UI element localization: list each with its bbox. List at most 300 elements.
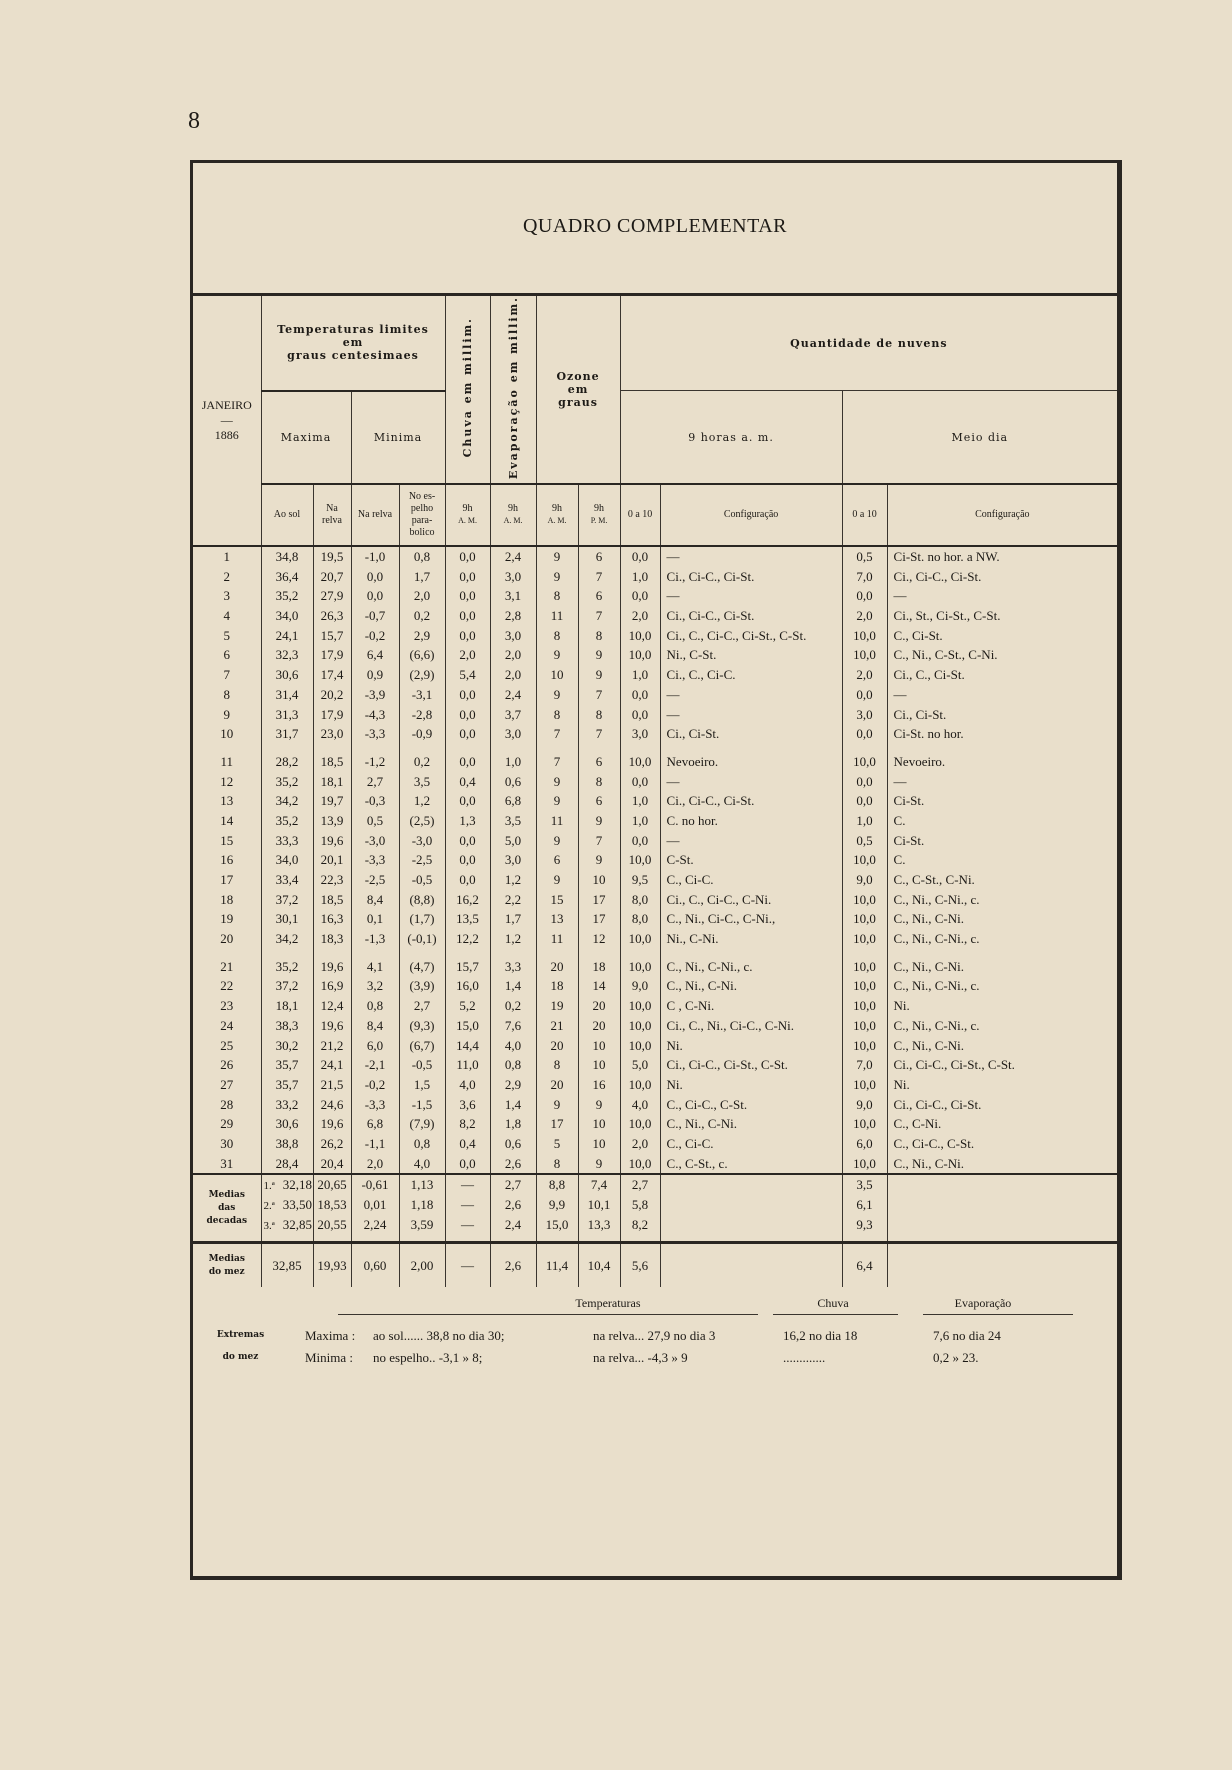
cell-evap: 2,0 bbox=[490, 665, 536, 685]
spacer-cell bbox=[578, 744, 620, 752]
minima-header: Minima bbox=[351, 391, 445, 484]
temp-group-line3: graus centesimaes bbox=[287, 349, 419, 363]
ozone-pm-header: 9h P. M. bbox=[578, 484, 620, 546]
ext-min-chuva: ............. bbox=[783, 1350, 826, 1365]
cell-min-relva: -0,2 bbox=[351, 626, 399, 646]
decada-relva: 20,55 bbox=[313, 1215, 351, 1235]
data-table bbox=[193, 296, 1117, 1287]
cell-nm: 10,0 bbox=[842, 1075, 887, 1095]
cell-oz-pm: 17 bbox=[578, 910, 620, 930]
ext-label-1: Extremas bbox=[216, 1330, 265, 1340]
evap-label: Evaporação em millim. bbox=[506, 296, 520, 480]
espelho-header: No es- pelho para- bolico bbox=[399, 484, 445, 546]
cell-espelho: (-0,1) bbox=[399, 929, 445, 949]
cell-relva: 17,9 bbox=[313, 705, 351, 725]
cell-nm: 10,0 bbox=[842, 1114, 887, 1134]
empty-cell bbox=[660, 1174, 842, 1195]
day-cell: 29 bbox=[193, 1114, 261, 1134]
cell-evap: 1,4 bbox=[490, 1095, 536, 1115]
cell-oz-am: 7 bbox=[536, 724, 578, 744]
cell-sol: 18,1 bbox=[261, 996, 313, 1016]
decada-nm: 9,3 bbox=[842, 1215, 887, 1235]
cell-c9: Ci., C., Ci-C., Ci-St., C-St. bbox=[660, 626, 842, 646]
cell-relva: 23,0 bbox=[313, 724, 351, 744]
cell-chuva: 0,0 bbox=[445, 626, 490, 646]
decada-row bbox=[193, 1215, 1117, 1235]
cell-espelho: (9,3) bbox=[399, 1016, 445, 1036]
cell-sol: 37,2 bbox=[261, 890, 313, 910]
cell-min-relva: 6,0 bbox=[351, 1036, 399, 1056]
decada-evap: 2,7 bbox=[490, 1174, 536, 1195]
spacer-cell bbox=[193, 949, 261, 957]
cell-evap: 2,9 bbox=[490, 1075, 536, 1095]
cell-oz-am: 8 bbox=[536, 1055, 578, 1075]
table-row bbox=[193, 1016, 1117, 1036]
decada-row bbox=[193, 1195, 1117, 1215]
cell-oz-am: 11 bbox=[536, 811, 578, 831]
cell-oz-am: 9 bbox=[536, 791, 578, 811]
cell-relva: 19,6 bbox=[313, 1114, 351, 1134]
cell-oz-pm: 7 bbox=[578, 606, 620, 626]
decada-n9: 2,7 bbox=[620, 1174, 660, 1195]
cell-chuva: 13,5 bbox=[445, 910, 490, 930]
ext-max-relva: na relva... 27,9 no dia 3 bbox=[593, 1328, 716, 1343]
cell-espelho: 0,8 bbox=[399, 1134, 445, 1154]
cell-cm: C., C-Ni. bbox=[893, 1116, 942, 1132]
cell-n9: 10,0 bbox=[620, 850, 660, 870]
cell-evap: 3,0 bbox=[490, 567, 536, 587]
cell-oz-am: 21 bbox=[536, 1016, 578, 1036]
ext-head-chuva: Chuva bbox=[817, 1296, 849, 1310]
cell-c9: — bbox=[660, 685, 842, 705]
cell-sol: 34,0 bbox=[261, 850, 313, 870]
decada-min-relva: -0,61 bbox=[351, 1174, 399, 1195]
spacer-cell bbox=[490, 949, 536, 957]
chuva-label: Chuva em millim. bbox=[461, 317, 475, 458]
cell-cm: Nevoeiro. bbox=[893, 753, 946, 769]
cell-nm: 0,5 bbox=[842, 546, 887, 567]
cell-n9: 10,0 bbox=[620, 996, 660, 1016]
ozone-am-header: 9h A. M. bbox=[536, 484, 578, 546]
cell-evap: 2,6 bbox=[490, 1154, 536, 1175]
decada-n9: 8,2 bbox=[620, 1215, 660, 1235]
cell-sol: 35,7 bbox=[261, 1075, 313, 1095]
cell-oz-am: 13 bbox=[536, 910, 578, 930]
cell-espelho: 0,2 bbox=[399, 752, 445, 772]
table-row bbox=[193, 665, 1117, 685]
cell-c9: — bbox=[660, 546, 842, 567]
day-cell: 13 bbox=[193, 791, 261, 811]
cell-oz-am: 8 bbox=[536, 1154, 578, 1175]
chuva-hour-header: 9h A. M. bbox=[445, 484, 490, 546]
cell-nm: 7,0 bbox=[842, 1055, 887, 1075]
cell-c9: — bbox=[660, 705, 842, 725]
cell-relva: 26,2 bbox=[313, 1134, 351, 1154]
day-cell: 3 bbox=[193, 587, 261, 607]
cell-relva: 27,9 bbox=[313, 587, 351, 607]
cell-n9: 8,0 bbox=[620, 890, 660, 910]
day-cell: 21 bbox=[193, 957, 261, 977]
cell-cm: Ci., Ci-C., Ci-St., C-St. bbox=[893, 1057, 1015, 1073]
cell-oz-pm: 6 bbox=[578, 587, 620, 607]
cell-min-relva: 0,1 bbox=[351, 910, 399, 930]
cell-chuva: 0,0 bbox=[445, 724, 490, 744]
cell-nm: 10,0 bbox=[842, 752, 887, 772]
table-row bbox=[193, 606, 1117, 626]
mez-oz-am: 11,4 bbox=[536, 1253, 578, 1279]
day-cell: 20 bbox=[193, 929, 261, 949]
decada-oz-am: 15,0 bbox=[536, 1215, 578, 1235]
cell-cm: Ci-St. no hor. a NW. bbox=[893, 549, 1000, 565]
day-cell: 4 bbox=[193, 606, 261, 626]
cell-n9: 2,0 bbox=[620, 606, 660, 626]
cell-min-relva: -3,3 bbox=[351, 1095, 399, 1115]
cell-oz-pm: 20 bbox=[578, 996, 620, 1016]
day-cell: 1 bbox=[193, 546, 261, 567]
cell-chuva: 0,0 bbox=[445, 791, 490, 811]
table-row bbox=[193, 791, 1117, 811]
cell-oz-pm: 7 bbox=[578, 831, 620, 851]
config-md-header: Configuração bbox=[887, 484, 1117, 546]
decada-n9: 5,8 bbox=[620, 1195, 660, 1215]
cell-evap: 0,6 bbox=[490, 1134, 536, 1154]
cell-oz-am: 8 bbox=[536, 626, 578, 646]
month-dash: — bbox=[220, 413, 233, 428]
cell-cm: C., Ci-C., C-St. bbox=[893, 1135, 975, 1151]
empty-cell bbox=[887, 1215, 1117, 1235]
cell-espelho: -3,0 bbox=[399, 831, 445, 851]
empty-cell bbox=[887, 1174, 1117, 1195]
cell-chuva: 12,2 bbox=[445, 929, 490, 949]
cell-oz-pm: 7 bbox=[578, 685, 620, 705]
spacer-cell bbox=[660, 744, 842, 752]
cell-evap: 3,0 bbox=[490, 724, 536, 744]
day-cell: 11 bbox=[193, 752, 261, 772]
cell-espelho: (6,7) bbox=[399, 1036, 445, 1056]
cell-oz-am: 17 bbox=[536, 1114, 578, 1134]
cell-n9: 10,0 bbox=[620, 1114, 660, 1134]
cell-oz-am: 9 bbox=[536, 772, 578, 792]
day-cell: 19 bbox=[193, 910, 261, 930]
decada-espelho: 3,59 bbox=[399, 1215, 445, 1235]
day-cell: 5 bbox=[193, 626, 261, 646]
cell-c9: Ni., C-Ni. bbox=[660, 929, 842, 949]
cell-evap: 0,8 bbox=[490, 1055, 536, 1075]
cell-cm: C., Ni., C-Ni., c. bbox=[893, 891, 980, 907]
table-row bbox=[193, 870, 1117, 890]
cell-min-relva: -4,3 bbox=[351, 705, 399, 725]
cell-c9: Ni. bbox=[660, 1075, 842, 1095]
cell-sol: 38,3 bbox=[261, 1016, 313, 1036]
cell-oz-am: 9 bbox=[536, 546, 578, 567]
cell-sol: 28,2 bbox=[261, 752, 313, 772]
na-relva-header: Na relva bbox=[313, 484, 351, 546]
cell-cm: C., Ni., C-Ni., c. bbox=[893, 931, 980, 947]
mez-label: Medias do mez bbox=[193, 1253, 261, 1279]
decada-sol: 33,50 bbox=[282, 1197, 313, 1213]
cell-evap: 2,2 bbox=[490, 890, 536, 910]
cell-sol: 28,4 bbox=[261, 1154, 313, 1175]
cell-n9: 8,0 bbox=[620, 910, 660, 930]
cell-espelho: 0,2 bbox=[399, 606, 445, 626]
cell-oz-pm: 7 bbox=[578, 567, 620, 587]
cell-c9: C., Ni., C-Ni. bbox=[660, 1114, 842, 1134]
cell-oz-pm: 18 bbox=[578, 957, 620, 977]
cell-espelho: -0,5 bbox=[399, 870, 445, 890]
ext-rule-chuva bbox=[773, 1314, 898, 1315]
cell-sol: 35,2 bbox=[261, 957, 313, 977]
empty-cell bbox=[660, 1195, 842, 1215]
cell-n9: 1,0 bbox=[620, 567, 660, 587]
spacer-cell bbox=[261, 949, 313, 957]
cell-espelho: -2,8 bbox=[399, 705, 445, 725]
cell-oz-am: 11 bbox=[536, 929, 578, 949]
table-row bbox=[193, 1075, 1117, 1095]
cell-evap: 3,1 bbox=[490, 587, 536, 607]
cell-espelho: 1,5 bbox=[399, 1075, 445, 1095]
table-row bbox=[193, 1154, 1117, 1175]
cell-cm: C., Ni., C-Ni., c. bbox=[893, 978, 980, 994]
cell-nm: 10,0 bbox=[842, 929, 887, 949]
cell-oz-am: 11 bbox=[536, 606, 578, 626]
day-cell: 17 bbox=[193, 870, 261, 890]
decada-nm: 6,1 bbox=[842, 1195, 887, 1215]
cell-oz-am: 15 bbox=[536, 890, 578, 910]
cell-oz-pm: 8 bbox=[578, 705, 620, 725]
cell-oz-pm: 20 bbox=[578, 1016, 620, 1036]
ext-label-2: do mez bbox=[222, 1352, 259, 1362]
table-row bbox=[193, 811, 1117, 831]
cell-espelho: (2,9) bbox=[399, 665, 445, 685]
ext-rule-temp bbox=[338, 1314, 758, 1315]
spacer-cell bbox=[578, 949, 620, 957]
cell-sol: 30,6 bbox=[261, 665, 313, 685]
cell-min-relva: -2,5 bbox=[351, 870, 399, 890]
cell-n9: 0,0 bbox=[620, 705, 660, 725]
cell-chuva: 0,0 bbox=[445, 546, 490, 567]
cell-c9: C., Ni., C-Ni., c. bbox=[660, 957, 842, 977]
cell-relva: 24,6 bbox=[313, 1095, 351, 1115]
cell-n9: 1,0 bbox=[620, 665, 660, 685]
cell-espelho: (1,7) bbox=[399, 910, 445, 930]
cell-nm: 9,0 bbox=[842, 1095, 887, 1115]
cell-min-relva: 0,5 bbox=[351, 811, 399, 831]
spacer-cell bbox=[351, 744, 399, 752]
cell-evap: 1,8 bbox=[490, 1114, 536, 1134]
cell-c9: C. no hor. bbox=[660, 811, 842, 831]
cell-n9: 4,0 bbox=[620, 1095, 660, 1115]
cell-c9: Ci., Ci-C., Ci-St., C-St. bbox=[660, 1055, 842, 1075]
cell-cm: Ci., Ci-C., Ci-St. bbox=[893, 1096, 982, 1112]
escala-9h-header: 0 a 10 bbox=[620, 484, 660, 546]
table-frame bbox=[190, 160, 1122, 1580]
cell-espelho: (2,5) bbox=[399, 811, 445, 831]
table-row bbox=[193, 1134, 1117, 1154]
table-row bbox=[193, 910, 1117, 930]
cell-cm: Ci., C., Ci-St. bbox=[893, 667, 965, 683]
cell-oz-pm: 17 bbox=[578, 890, 620, 910]
cell-oz-pm: 6 bbox=[578, 752, 620, 772]
cell-min-relva: 0,9 bbox=[351, 665, 399, 685]
cell-c9: Ci., Ci-C., Ci-St. bbox=[660, 791, 842, 811]
year-label: 1886 bbox=[214, 428, 239, 443]
cell-sol: 33,4 bbox=[261, 870, 313, 890]
decada-evap: 2,4 bbox=[490, 1215, 536, 1235]
cell-sol: 32,3 bbox=[261, 646, 313, 666]
cell-cm: C., Ni., C-Ni. bbox=[893, 1037, 964, 1053]
cell-evap: 0,2 bbox=[490, 996, 536, 1016]
cell-evap: 5,0 bbox=[490, 831, 536, 851]
cell-nm: 10,0 bbox=[842, 1016, 887, 1036]
cell-relva: 24,1 bbox=[313, 1055, 351, 1075]
ozone-header bbox=[536, 296, 620, 484]
mez-n9: 5,6 bbox=[620, 1253, 660, 1279]
table-row bbox=[193, 772, 1117, 792]
decada-espelho: 1,13 bbox=[399, 1174, 445, 1195]
cell-n9: 0,0 bbox=[620, 831, 660, 851]
empty-cell bbox=[660, 1215, 842, 1235]
cell-relva: 22,3 bbox=[313, 870, 351, 890]
cell-cm: C., Ni., C-Ni. bbox=[893, 911, 964, 927]
day-cell: 31 bbox=[193, 1154, 261, 1175]
ext-min-evap: 0,2 » 23. bbox=[933, 1350, 979, 1365]
table-row bbox=[193, 567, 1117, 587]
cell-n9: 10,0 bbox=[620, 626, 660, 646]
cell-relva: 19,6 bbox=[313, 831, 351, 851]
decada-number: 3.ª bbox=[263, 1219, 275, 1232]
cell-oz-pm: 10 bbox=[578, 1055, 620, 1075]
spacer-cell bbox=[660, 949, 842, 957]
cell-oz-pm: 10 bbox=[578, 870, 620, 890]
cell-oz-am: 8 bbox=[536, 587, 578, 607]
ext-max-sol: ao sol...... 38,8 no dia 30; bbox=[373, 1328, 505, 1343]
day-cell: 22 bbox=[193, 977, 261, 997]
cell-cm: Ci., Ci-St. bbox=[893, 706, 947, 722]
cell-evap: 2,4 bbox=[490, 546, 536, 567]
cell-evap: 7,6 bbox=[490, 1016, 536, 1036]
table-row bbox=[193, 752, 1117, 772]
cell-min-relva: 0,0 bbox=[351, 587, 399, 607]
day-cell: 15 bbox=[193, 831, 261, 851]
spacer-cell bbox=[313, 744, 351, 752]
cell-n9: 10,0 bbox=[620, 929, 660, 949]
cell-min-relva: -0,7 bbox=[351, 606, 399, 626]
cell-cm: C., Ni., C-Ni. bbox=[887, 1154, 1117, 1175]
cell-chuva: 0,0 bbox=[445, 685, 490, 705]
spacer-cell bbox=[887, 744, 1117, 752]
cell-relva: 19,6 bbox=[313, 957, 351, 977]
cell-oz-am: 20 bbox=[536, 957, 578, 977]
cell-min-relva: 6,8 bbox=[351, 1114, 399, 1134]
cell-c9: C., Ci-C., C-St. bbox=[660, 1095, 842, 1115]
cell-chuva: 15,0 bbox=[445, 1016, 490, 1036]
cell-n9: 10,0 bbox=[620, 646, 660, 666]
month-header bbox=[193, 296, 261, 546]
cell-espelho: 4,0 bbox=[399, 1154, 445, 1175]
extremas-box bbox=[193, 1241, 1117, 1404]
cell-sol: 30,1 bbox=[261, 910, 313, 930]
cell-oz-am: 9 bbox=[536, 870, 578, 890]
cell-oz-pm: 7 bbox=[578, 724, 620, 744]
cell-espelho: -1,5 bbox=[399, 1095, 445, 1115]
ext-head-temp: Temperaturas bbox=[575, 1296, 641, 1310]
cell-evap: 1,2 bbox=[490, 929, 536, 949]
decada-relva: 18,53 bbox=[313, 1195, 351, 1215]
mez-chuva: — bbox=[445, 1253, 490, 1279]
cell-oz-am: 9 bbox=[536, 831, 578, 851]
cell-espelho: (8,8) bbox=[399, 890, 445, 910]
cell-c9: C-St. bbox=[660, 850, 842, 870]
cell-evap: 0,6 bbox=[490, 772, 536, 792]
cell-relva: 17,9 bbox=[313, 646, 351, 666]
cell-chuva: 14,4 bbox=[445, 1036, 490, 1056]
cell-nm: 10,0 bbox=[842, 890, 887, 910]
spacer-cell bbox=[313, 949, 351, 957]
cell-chuva: 0,0 bbox=[445, 587, 490, 607]
table-row bbox=[193, 1095, 1117, 1115]
table-row bbox=[193, 831, 1117, 851]
table-row bbox=[193, 705, 1117, 725]
spacer-cell bbox=[620, 744, 660, 752]
decada-oz-pm: 13,3 bbox=[578, 1215, 620, 1235]
decada-oz-am: 8,8 bbox=[536, 1174, 578, 1195]
cell-relva: 20,4 bbox=[313, 1154, 351, 1175]
cell-chuva: 1,3 bbox=[445, 811, 490, 831]
spacer-cell bbox=[445, 949, 490, 957]
cell-chuva: 0,4 bbox=[445, 1134, 490, 1154]
cell-nm: 0,0 bbox=[842, 772, 887, 792]
cell-c9: Ni. bbox=[660, 1036, 842, 1056]
cell-nm: 3,0 bbox=[842, 705, 887, 725]
spacer-cell bbox=[261, 744, 313, 752]
cell-cm: C., Ci-St. bbox=[893, 627, 943, 643]
spacer-cell bbox=[536, 949, 578, 957]
decada-row bbox=[193, 1174, 1117, 1195]
cell-oz-pm: 10 bbox=[578, 1134, 620, 1154]
cell-evap: 4,0 bbox=[490, 1036, 536, 1056]
day-cell: 8 bbox=[193, 685, 261, 705]
cell-cm: C., Ni., C-Ni. bbox=[893, 958, 964, 974]
cell-min-relva: -0,2 bbox=[351, 1075, 399, 1095]
cell-espelho: (7,9) bbox=[399, 1114, 445, 1134]
spacer-cell bbox=[842, 949, 887, 957]
cell-relva: 20,7 bbox=[313, 567, 351, 587]
evap-hour-header: 9h A. M. bbox=[490, 484, 536, 546]
cell-espelho: 2,0 bbox=[399, 587, 445, 607]
cell-min-relva: -1,1 bbox=[351, 1134, 399, 1154]
evap-header bbox=[490, 296, 536, 484]
day-cell: 26 bbox=[193, 1055, 261, 1075]
cell-c9: Ci., C., Ci-C. bbox=[660, 665, 842, 685]
table-row bbox=[193, 685, 1117, 705]
cell-sol: 37,2 bbox=[261, 977, 313, 997]
cell-evap: 2,4 bbox=[490, 685, 536, 705]
decada-chuva: — bbox=[445, 1195, 490, 1215]
cell-min-relva: 0,0 bbox=[351, 567, 399, 587]
decada-chuva: — bbox=[445, 1174, 490, 1195]
cell-relva: 19,6 bbox=[313, 1016, 351, 1036]
day-cell: 10 bbox=[193, 724, 261, 744]
decada-oz-pm: 7,4 bbox=[578, 1174, 620, 1195]
cell-sol: 38,8 bbox=[261, 1134, 313, 1154]
cell-nm: 6,0 bbox=[842, 1134, 887, 1154]
temp-group-line2: em bbox=[342, 336, 364, 350]
page-title: QUADRO COMPLEMENTAR bbox=[522, 215, 788, 237]
cell-min-relva: -3,9 bbox=[351, 685, 399, 705]
cell-evap: 2,8 bbox=[490, 606, 536, 626]
cell-nm: 10,0 bbox=[842, 1036, 887, 1056]
cell-evap: 3,3 bbox=[490, 957, 536, 977]
